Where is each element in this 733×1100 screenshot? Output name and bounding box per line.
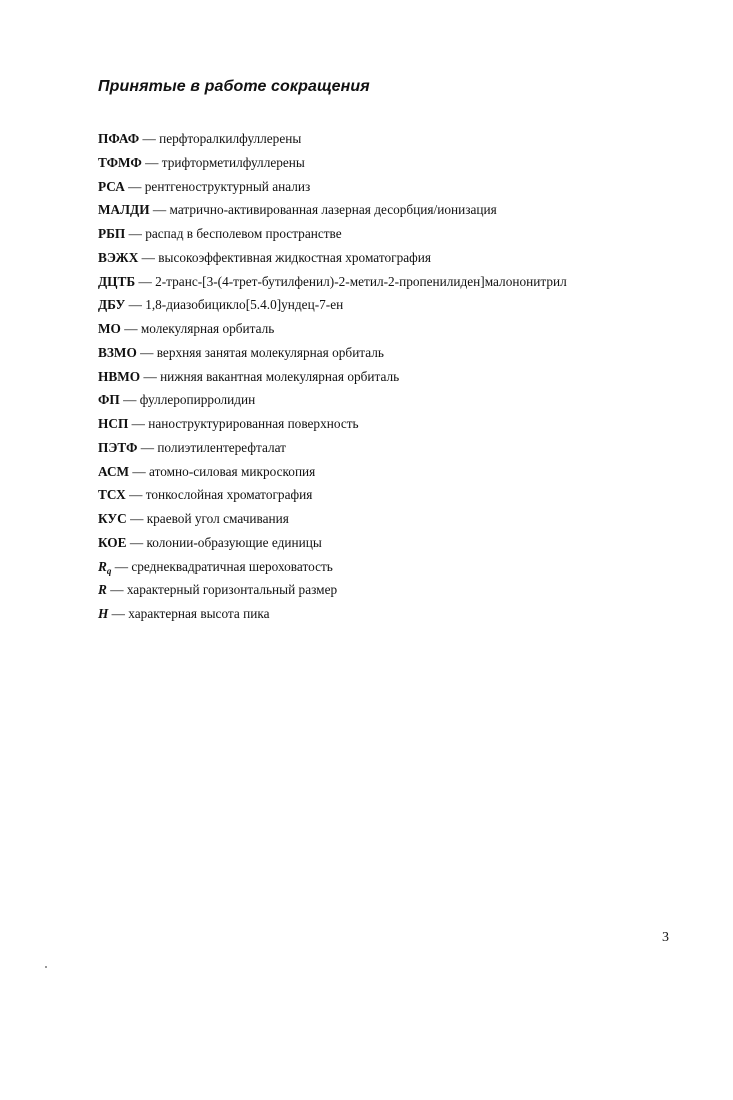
abbreviation-term: НСП bbox=[98, 416, 129, 431]
page-number: 3 bbox=[662, 930, 669, 945]
scan-speck bbox=[45, 966, 47, 968]
abbreviation-item bbox=[98, 483, 698, 507]
abbreviation-definition: трифторметилфуллерены bbox=[161, 154, 305, 170]
abbreviation-term: H bbox=[98, 606, 109, 621]
abbreviation-item bbox=[98, 151, 698, 175]
abbreviation-item bbox=[98, 127, 698, 151]
abbreviation-definition: 1,8-диазобицикло[5.4.0]ундец-7-ен bbox=[145, 297, 344, 313]
abbreviation-definition: среднеквадратичная шероховатость bbox=[131, 558, 333, 574]
dash: — bbox=[140, 344, 154, 360]
abbreviation-term: АСМ bbox=[98, 463, 130, 479]
abbreviation-definition: матрично-активированная лазерная десорбция/ионизация bbox=[169, 202, 497, 218]
abbreviation-definition: колонии-образующие единицы bbox=[146, 534, 322, 550]
abbreviation-item bbox=[98, 555, 698, 579]
dash: — bbox=[111, 606, 125, 621]
abbreviation-item bbox=[98, 175, 698, 199]
dash: — bbox=[140, 439, 154, 455]
abbreviation-definition: фуллеропирролидин bbox=[139, 392, 256, 408]
abbreviation-definition: полиэтилентерефталат bbox=[157, 439, 286, 455]
dash: — bbox=[129, 487, 143, 503]
abbreviation-term: ПФАФ bbox=[98, 131, 140, 146]
symbol-subscript: q bbox=[106, 565, 112, 576]
abbreviation-item bbox=[98, 270, 698, 294]
abbreviation-definition: распад в бесполевом пространстве bbox=[145, 226, 342, 241]
abbreviation-definition: наноструктурированная поверхность bbox=[148, 416, 359, 431]
abbreviation-item bbox=[98, 412, 698, 436]
abbreviation-definition: нижняя вакантная молекулярная орбиталь bbox=[160, 368, 400, 384]
dash: — bbox=[124, 321, 138, 336]
dash: — bbox=[138, 273, 152, 289]
abbreviation-term: ФП bbox=[98, 392, 120, 408]
abbreviation-term: КУС bbox=[98, 511, 127, 526]
abbreviation-item bbox=[98, 531, 698, 555]
abbreviation-item bbox=[98, 317, 698, 341]
abbreviation-item bbox=[98, 246, 698, 270]
dash: — bbox=[123, 392, 137, 408]
abbreviation-term: ДБУ bbox=[98, 297, 126, 313]
abbreviation-definition: перфторалкилфуллерены bbox=[159, 131, 302, 146]
dash: — bbox=[130, 511, 144, 526]
abbreviation-definition: краевой угол смачивания bbox=[146, 511, 289, 526]
dash: — bbox=[128, 178, 142, 194]
abbreviation-term: ТСХ bbox=[98, 487, 126, 503]
abbreviation-item bbox=[98, 293, 698, 317]
abbreviation-item bbox=[98, 198, 698, 222]
dash: — bbox=[114, 558, 128, 574]
abbreviation-item bbox=[98, 507, 698, 531]
page-heading: Принятые в работе сокращения bbox=[98, 78, 370, 95]
abbreviation-term bbox=[98, 559, 111, 574]
abbreviation-item bbox=[98, 222, 698, 246]
dash: — bbox=[152, 202, 167, 218]
dash: — bbox=[142, 131, 156, 146]
abbreviation-term: РСА bbox=[98, 178, 125, 194]
dash: — bbox=[132, 463, 146, 479]
dash: — bbox=[129, 534, 144, 550]
abbreviation-term: ВЗМО bbox=[98, 344, 137, 360]
abbreviation-item bbox=[98, 602, 698, 626]
abbreviation-term: НВМО bbox=[98, 368, 141, 384]
abbreviation-term: МАЛДИ bbox=[98, 202, 150, 218]
abbreviation-term: ВЭЖХ bbox=[98, 249, 139, 265]
abbreviation-term: ТФМФ bbox=[98, 154, 142, 170]
dash: — bbox=[110, 582, 124, 598]
abbreviation-definition: характерная высота пика bbox=[128, 606, 270, 621]
abbreviation-definition: атомно-силовая микроскопия bbox=[149, 463, 316, 479]
abbreviation-item bbox=[98, 388, 698, 412]
abbreviation-item bbox=[98, 365, 698, 389]
dash: — bbox=[128, 297, 142, 313]
abbreviation-term: РБП bbox=[98, 226, 126, 241]
abbreviation-term: ДЦТБ bbox=[98, 273, 136, 289]
abbreviation-definition: характерный горизонтальный размер bbox=[126, 582, 338, 598]
abbreviation-list bbox=[98, 127, 698, 626]
abbreviation-item bbox=[98, 460, 698, 484]
abbreviation-term: КОЕ bbox=[98, 534, 127, 550]
abbreviation-item bbox=[98, 578, 698, 602]
dash: — bbox=[141, 249, 155, 265]
abbreviation-item bbox=[98, 436, 698, 460]
abbreviation-term: ПЭТФ bbox=[98, 439, 138, 455]
symbol-main: R bbox=[98, 558, 107, 574]
abbreviation-item bbox=[98, 341, 698, 365]
abbreviation-definition: тонкослойная хроматография bbox=[145, 487, 313, 503]
dash: — bbox=[131, 416, 145, 431]
dash: — bbox=[143, 368, 157, 384]
abbreviation-definition: верхняя занятая молекулярная орбиталь bbox=[156, 344, 384, 360]
abbreviation-definition: 2-транс-[3-(4-трет-бутилфенил)-2-метил-2-пропенилиден]малононитрил bbox=[155, 273, 567, 289]
dash: — bbox=[145, 154, 159, 170]
abbreviation-definition: рентгеноструктурный анализ bbox=[144, 178, 311, 194]
abbreviation-definition: высокоэффективная жидкостная хроматография bbox=[158, 249, 431, 265]
abbreviation-term: R bbox=[98, 582, 107, 598]
abbreviation-term: МО bbox=[98, 321, 121, 336]
dash: — bbox=[128, 226, 142, 241]
abbreviation-definition: молекулярная орбиталь bbox=[140, 321, 275, 336]
